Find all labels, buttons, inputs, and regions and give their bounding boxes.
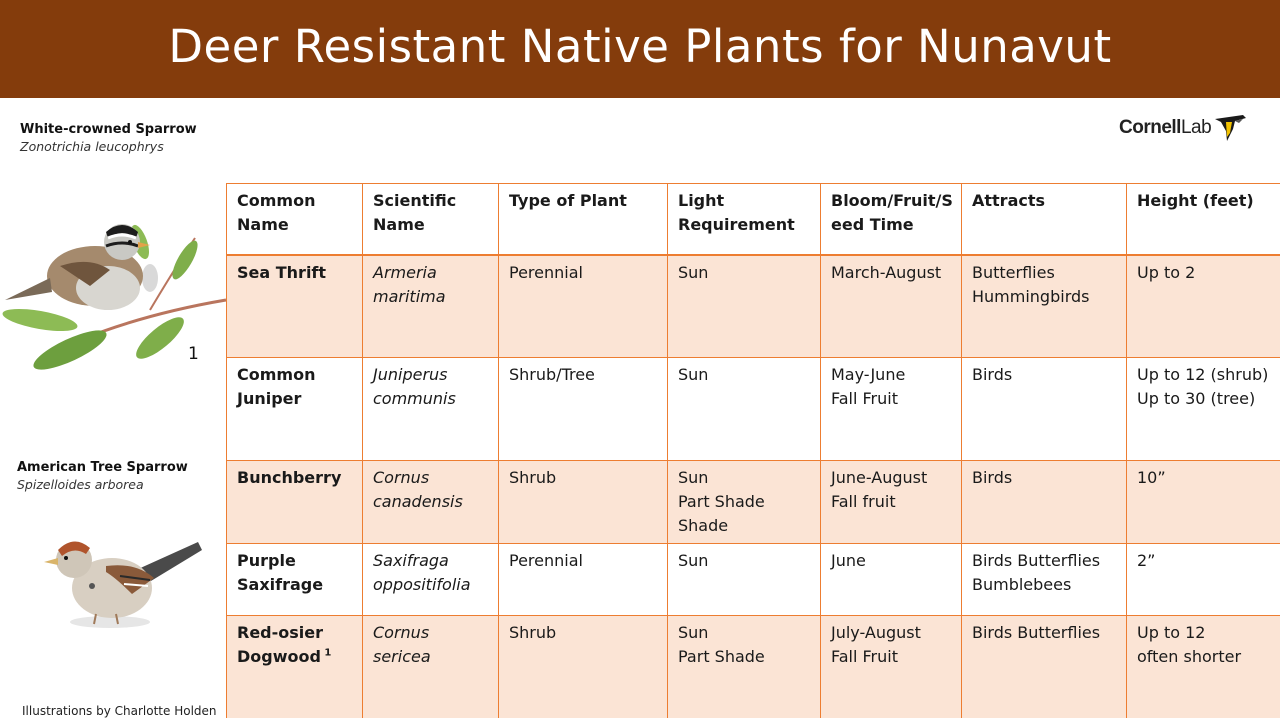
cell-scientific [363,358,499,461]
cell-text: Red-osier [237,623,324,642]
cell-text: oppositifolia [373,575,471,594]
header-text: Name [373,215,425,234]
table-row [227,616,1280,718]
header-text: Common [237,191,316,210]
logo-text-light: Lab [1180,117,1212,138]
cell-height [1127,544,1280,616]
cell-text: Fall fruit [831,492,896,511]
table-row [227,358,1280,461]
cell-text: Juniper [237,389,302,408]
cell-text: sericea [373,647,431,666]
cell-text: Up to 12 [1137,623,1206,642]
header-text: Scientific [373,191,457,210]
column-header [821,184,962,255]
table-row [227,544,1280,616]
cell-text: Up to 2 [1137,262,1196,282]
header-text: Attracts [972,191,1046,210]
illustration-credit: Illustrations by Charlotte Holden [22,704,217,718]
cell-text: Purple [237,551,296,570]
cell-text: July-August [831,623,921,642]
cell-type [499,358,668,461]
cell-text: Shrub [509,468,557,487]
cell-text: Perennial [509,262,583,282]
cell-height [1127,358,1280,461]
cell-text: Birds Butterflies [972,551,1101,570]
cell-common [227,461,363,544]
cell-type [499,255,668,358]
cell-text: Sun [678,262,709,282]
cell-attracts [962,255,1127,358]
cell-height [1127,616,1280,718]
title-banner [0,0,1280,98]
cell-text: June [831,551,866,570]
cell-text: Shrub/Tree [509,365,595,384]
column-header [668,184,821,255]
header-text: Name [237,215,289,234]
page-title: Deer Resistant Native Plants for Nunavut [168,19,1112,73]
cell-type [499,461,668,544]
header-text: Height (feet) [1137,191,1254,210]
cell-text: Birds [972,365,1013,384]
cell-height [1127,461,1280,544]
bird-caption-1 [20,121,197,155]
cell-text: Sun [678,623,709,642]
cell-text: Up to 30 (tree) [1137,389,1256,408]
bird-common-name: White-crowned Sparrow [20,122,197,137]
cell-text: Fall Fruit [831,647,898,666]
bird-scientific-name: Spizelloides arborea [17,477,144,492]
bird-scientific-name: Zonotrichia leucophrys [20,139,164,154]
cell-text: Perennial [509,551,583,570]
cell-text: March-August [831,262,942,282]
cell-text: June-August [831,468,928,487]
cell-text: Fall Fruit [831,389,898,408]
cell-text: maritima [373,286,446,306]
header-text: Type of Plant [509,191,627,210]
cell-type [499,544,668,616]
cell-light [668,616,821,718]
column-header [227,184,363,255]
cell-bloom [821,255,962,358]
cell-text: Dogwood $^1$ [237,647,332,666]
cell-type [499,616,668,718]
cornell-lab-logo [1119,110,1259,146]
cell-text: May-June [831,365,906,384]
cell-common [227,255,363,358]
cell-common [227,544,363,616]
cell-text: Up to 12 (shrub) [1137,365,1269,384]
cell-scientific [363,616,499,718]
cell-text: Bumblebees [972,575,1072,594]
footnote-superscript: 1 [320,647,332,659]
cell-text: Shrub [509,623,557,642]
cell-light [668,544,821,616]
cell-attracts [962,461,1127,544]
cell-text: Birds Butterflies [972,623,1101,642]
plants-table [226,183,1280,718]
cell-text: Hummingbirds [972,286,1090,306]
cell-text: Common [237,365,316,384]
cell-text: communis [373,389,456,408]
header-text: Light [678,191,725,210]
bird-common-name: American Tree Sparrow [17,460,188,475]
cell-text: Juniperus [373,365,448,384]
cell-text: 10” [1137,468,1166,487]
cell-text: Sun [678,365,709,384]
american-tree-sparrow-illustration [36,528,204,636]
cell-bloom [821,544,962,616]
cell-scientific [363,544,499,616]
footnote-marker: 1 [188,344,199,364]
cell-attracts [962,544,1127,616]
cell-attracts [962,616,1127,718]
cell-text: Sun [678,468,709,487]
cell-scientific [363,255,499,358]
cell-text: Cornus [373,623,430,642]
cell-text: 2” [1137,551,1156,570]
cell-bloom [821,461,962,544]
cell-scientific [363,461,499,544]
cell-text: Saxifraga [373,551,449,570]
cell-text: Bunchberry [237,468,342,487]
header-text: Requirement [678,215,795,234]
cell-text: Armeria [373,262,437,282]
cell-text: canadensis [373,492,463,511]
cell-text: Shade [678,516,729,535]
cell-text: Saxifrage [237,575,324,594]
cell-text: Part Shade [678,492,765,511]
cell-common [227,358,363,461]
cell-text: Sun [678,551,709,570]
cell-attracts [962,358,1127,461]
cell-text: Birds [972,468,1013,487]
table-row [227,461,1280,544]
bird-logo-icon [1213,113,1247,143]
cell-text: Butterflies [972,262,1055,282]
cell-bloom [821,616,962,718]
cell-text: often shorter [1137,647,1242,666]
header-text: eed Time [831,215,914,234]
cell-light [668,358,821,461]
table-header-row [227,184,1280,255]
header-text: Bloom/Fruit/S [831,191,953,210]
cell-text: Cornus [373,468,430,487]
cell-height [1127,255,1280,358]
column-header [1127,184,1280,255]
cell-text: Part Shade [678,647,765,666]
column-header [499,184,668,255]
column-header [363,184,499,255]
column-header [962,184,1127,255]
cell-light [668,461,821,544]
cell-common [227,616,363,718]
cell-text: Sea Thrift [237,262,327,282]
cell-bloom [821,358,962,461]
logo-text-bold: Cornell [1119,117,1181,138]
cell-light [668,255,821,358]
bird-caption-2 [17,459,188,493]
table-row [227,255,1280,358]
